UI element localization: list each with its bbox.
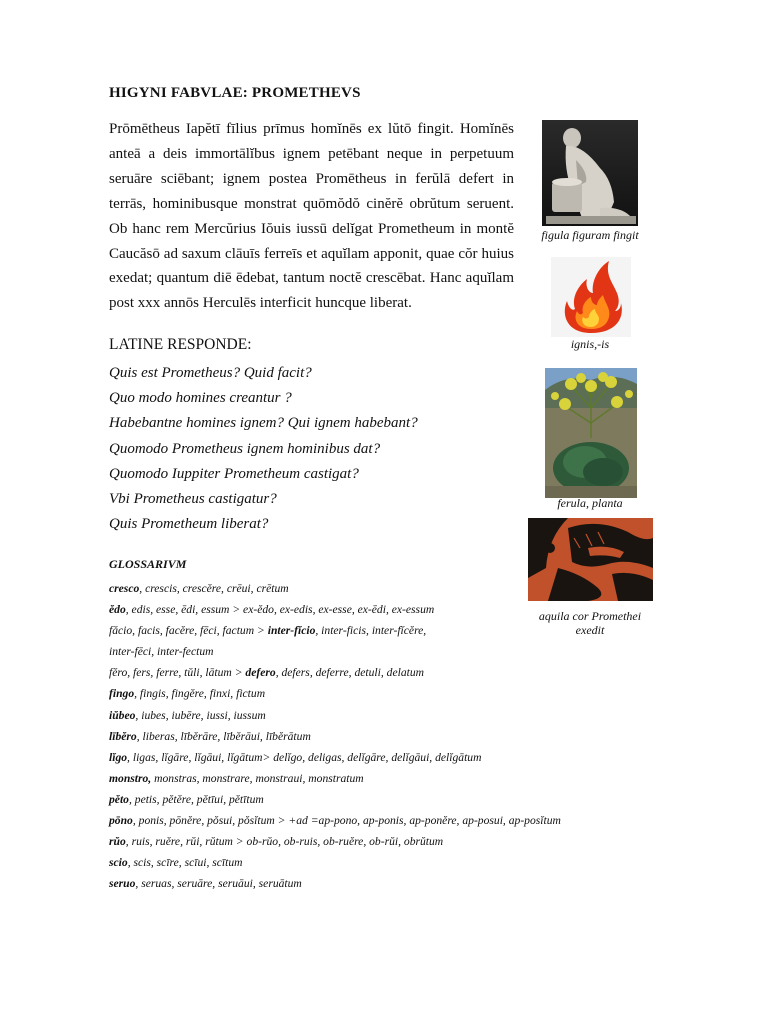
eagle-caption-line-2: exedit [575,623,605,637]
glossary-entry [109,789,561,810]
glossary-heading: GLOSSARIVM [109,557,187,571]
eagle-caption [520,609,660,637]
glossary-headword: ĕdo [109,603,126,617]
question-item: Habebantne homines ignem? Qui ignem habebant? [109,415,418,432]
eagle-caption-line-1: aquila cor Promethei [538,609,642,623]
question-item: Quo modo homines creantur ? [109,390,292,407]
glossary-forms: , petis, pĕtĕre, pĕtīui, pĕtītum [128,792,264,806]
glossary-headword: defero [245,666,276,680]
glossary-entry [109,810,561,831]
glossary-entry [109,599,561,620]
glossary-headword: inter-fĭcio [267,624,316,638]
glossary-entry [109,620,561,641]
glossary-entry [109,641,561,662]
glossary-forms: monstras, monstrare, monstraui, monstratum [151,771,364,785]
glossary-forms: , ponis, pōnĕre, pŏsui, pŏsĭtum > +ad =ap-pono, ap-ponis, ap-ponĕre, ap-posui, ap-posĭtum [132,814,561,828]
glossary-forms: fĕro, fers, ferre, tŭli, lātum > [109,666,246,680]
glossary-headword: fingo [109,687,135,701]
glossary-headword: rŭo [109,835,126,849]
glossary-forms: , iubes, iubēre, iussi, iussum [135,708,266,722]
glossary-forms: , scis, scīre, scīui, scītum [127,856,243,870]
glossary-headword: pĕto [109,792,129,806]
eagle-vase-image [528,518,653,601]
glossary-list [109,578,561,894]
glossary-entry [109,662,561,683]
question-item: Quis Prometheum liberat? [109,516,269,533]
glossary-forms: făcio, facis, facĕre, fēci, factum > [109,624,268,638]
question-list [109,361,418,537]
glossary-entry [109,831,561,852]
fire-icon [551,257,631,337]
page-title: HIGYNI FABVLAE: PROMETHEVS [109,85,361,101]
glossary-entry [109,873,561,894]
question-item: Vbi Prometheus castigatur? [109,490,277,507]
glossary-forms: , defers, deferre, detuli, delatum [275,666,425,680]
glossary-forms: inter-fēci, inter-fectum [109,645,214,659]
potter-caption: figula figuram fingit [541,228,639,242]
glossary-headword: scio [109,856,128,870]
question-item: Quomodo Prometheus ignem hominibus dat? [109,440,381,457]
glossary-entry [109,705,561,726]
glossary-headword: lĭgo [109,750,128,764]
glossary-headword: pōno [109,814,133,828]
glossary-entry [109,726,561,747]
glossary-forms: , edis, esse, ēdi, essum > ex-ĕdo, ex-edis, ex-esse, ex-ēdi, ex-essum [125,603,435,617]
glossary-forms: , liberas, lībĕrāre, lībĕrāui, lībĕrātum [136,729,311,743]
glossary-headword: cresco [109,582,140,595]
glossary-entry [109,578,561,599]
glossary-forms: , crescis, crescĕre, crēui, crētum [139,582,289,595]
glossary-forms: , seruas, seruāre, seruāui, seruātum [135,877,302,891]
glossary-forms: , inter-ficis, inter-fĭcĕre, [315,624,427,638]
ferula-caption: ferula, planta [557,496,623,510]
glossary-forms: , fingis, fingĕre, finxi, fictum [134,687,266,701]
glossary-entry [109,852,561,873]
story-paragraph: Prōmētheus Iapĕtī fīlius prīmus homĭnēs ex lŭtō fingit. Homĭnēs anteā a deis immortālĭbus ignem petēbant neque in perpetuum seruāre sciēbant; ignem postea Promētheus in ferŭlā defert in terrās, hominibusque monstrat quōmŏdŏ cinĕrĕ obrŭtum seruent. Ob hanc rem Mercŭrius Iŏuis iussū delĭgat Prometheum in montĕ Caucăsō ad saxum clāuīs ferreīs et aquĭlam apponit, quae cŏr huius exedat; quantum diē ēdebat, tantum noctĕ crescēbat. Hanc aquĭlam post xxx annōs Herculēs interficit huncque liberat. [109,121,514,312]
glossary-forms: , ruis, ruĕre, rŭi, rŭtum > ob-rŭo, ob-ruis, ob-ruĕre, ob-rŭi, obrŭtum [125,835,444,849]
potter-statue-image [542,120,638,226]
ferula-plant-image [545,368,637,498]
glossary-entry [109,683,561,704]
glossary-entry [109,768,561,789]
glossary-entry [109,747,561,768]
glossary-forms: , ligas, lĭgāre, lĭgāui, lĭgātum> delĭgo, deligas, delĭgāre, delĭgāui, delĭgātum [127,750,482,764]
fire-caption: ignis,-is [570,337,610,351]
glossary-headword: lībĕro [109,729,137,743]
respond-heading: LATINE RESPONDE: [109,336,252,353]
glossary-headword: iŭbeo [109,708,136,722]
glossary-headword: seruo [109,877,136,891]
question-item: Quomodo Iuppiter Prometheum castigat? [109,465,359,482]
glossary-headword: monstro, [109,771,152,785]
question-item: Quis est Prometheus? Quid facit? [109,365,312,381]
